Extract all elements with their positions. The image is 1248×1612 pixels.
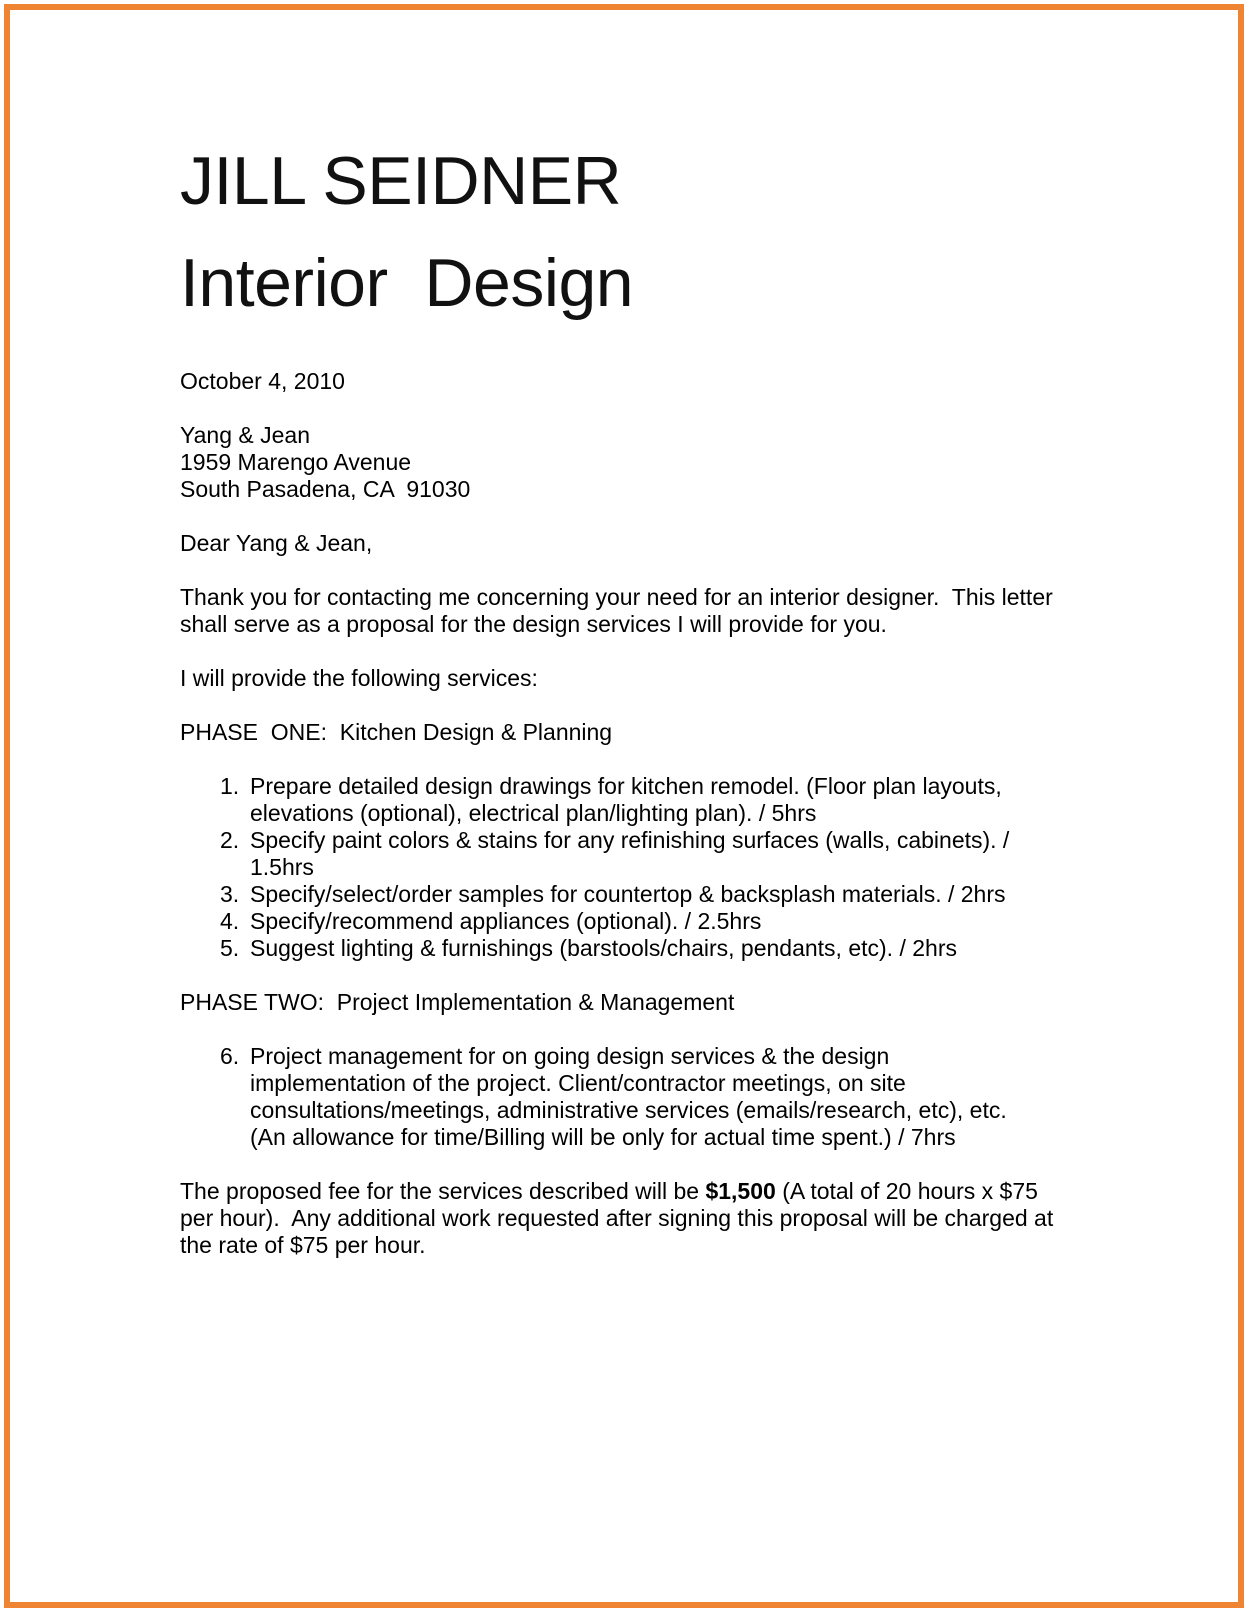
phase-one-heading: PHASE ONE: Kitchen Design & Planning bbox=[180, 719, 613, 745]
list-item-number: 6. bbox=[220, 1043, 240, 1069]
fee-text-after: (A total of 20 hours x $75 per hour). Any additional work requested after signing this proposal will be charged at the rate of $75 per hour. bbox=[180, 1178, 1060, 1258]
letterhead bbox=[180, 0, 1188, 324]
spacer bbox=[180, 692, 1060, 719]
recipient-city-state-zip: South Pasadena, CA 91030 bbox=[180, 476, 471, 502]
list-item-text: Suggest lighting & furnishings (barstools/chairs, pendants, etc). / 2hrs bbox=[250, 935, 957, 961]
list-item-number: 3. bbox=[220, 881, 240, 907]
letterhead-discipline: Interior Design bbox=[180, 245, 634, 321]
list-item-text: Specify/select/order samples for countertop & backsplash materials. / 2hrs bbox=[250, 881, 1006, 907]
intro-paragraph: Thank you for contacting me concerning your need for an interior designer. This letter shall serve as a proposal for the design services I will provide for you. bbox=[180, 584, 1060, 637]
recipient-name: Yang & Jean bbox=[180, 422, 311, 448]
list-item-number: 1. bbox=[220, 773, 240, 799]
list-item bbox=[180, 908, 1060, 935]
phase-one-services-list bbox=[180, 773, 1060, 962]
recipient-street: 1959 Marengo Avenue bbox=[180, 449, 412, 475]
spacer bbox=[180, 746, 1060, 773]
salutation: Dear Yang & Jean, bbox=[180, 530, 373, 556]
phase-two-heading: PHASE TWO: Project Implementation & Management bbox=[180, 989, 735, 1015]
spacer bbox=[180, 1016, 1060, 1043]
list-item bbox=[180, 773, 1060, 827]
list-item-text: Specify paint colors & stains for any refinishing surfaces (walls, cabinets). / 1.5hrs bbox=[250, 827, 1010, 880]
list-item-text: Prepare detailed design drawings for kitchen remodel. (Floor plan layouts, elevations (optional), electrical plan/lighting plan). / 5hrs bbox=[250, 773, 1002, 826]
spacer bbox=[180, 1151, 1060, 1178]
letterhead-name: JILL SEIDNER bbox=[180, 143, 622, 219]
list-item bbox=[180, 1043, 1060, 1151]
fee-amount: $1,500 bbox=[705, 1178, 776, 1204]
spacer bbox=[180, 557, 1060, 584]
list-item-number: 2. bbox=[220, 827, 240, 853]
fee-text-before: The proposed fee for the services described will be bbox=[180, 1178, 706, 1204]
list-item-number: 5. bbox=[220, 935, 240, 961]
spacer bbox=[180, 638, 1060, 665]
letter-body bbox=[180, 368, 1060, 1259]
spacer bbox=[180, 962, 1060, 989]
list-item-text: Project management for on going design services & the design implementation of the project. Client/contractor meetings, on site consultations/meetings, administrative services (emails/research, etc), etc. (An allowance for time/Billing will be only for actual time spent.) / 7hrs bbox=[250, 1043, 1007, 1150]
list-item bbox=[180, 827, 1060, 881]
list-item-number: 4. bbox=[220, 908, 240, 934]
list-item bbox=[180, 881, 1060, 908]
fee-paragraph bbox=[180, 1178, 1060, 1259]
services-lead-in: I will provide the following services: bbox=[180, 665, 538, 691]
spacer bbox=[180, 503, 1060, 530]
list-item-text: Specify/recommend appliances (optional). / 2.5hrs bbox=[250, 908, 762, 934]
list-item bbox=[180, 935, 1060, 962]
recipient-address-block bbox=[180, 422, 1060, 503]
phase-two-services-list bbox=[180, 1043, 1060, 1151]
spacer bbox=[180, 395, 1060, 422]
letter-date: October 4, 2010 bbox=[180, 368, 345, 394]
